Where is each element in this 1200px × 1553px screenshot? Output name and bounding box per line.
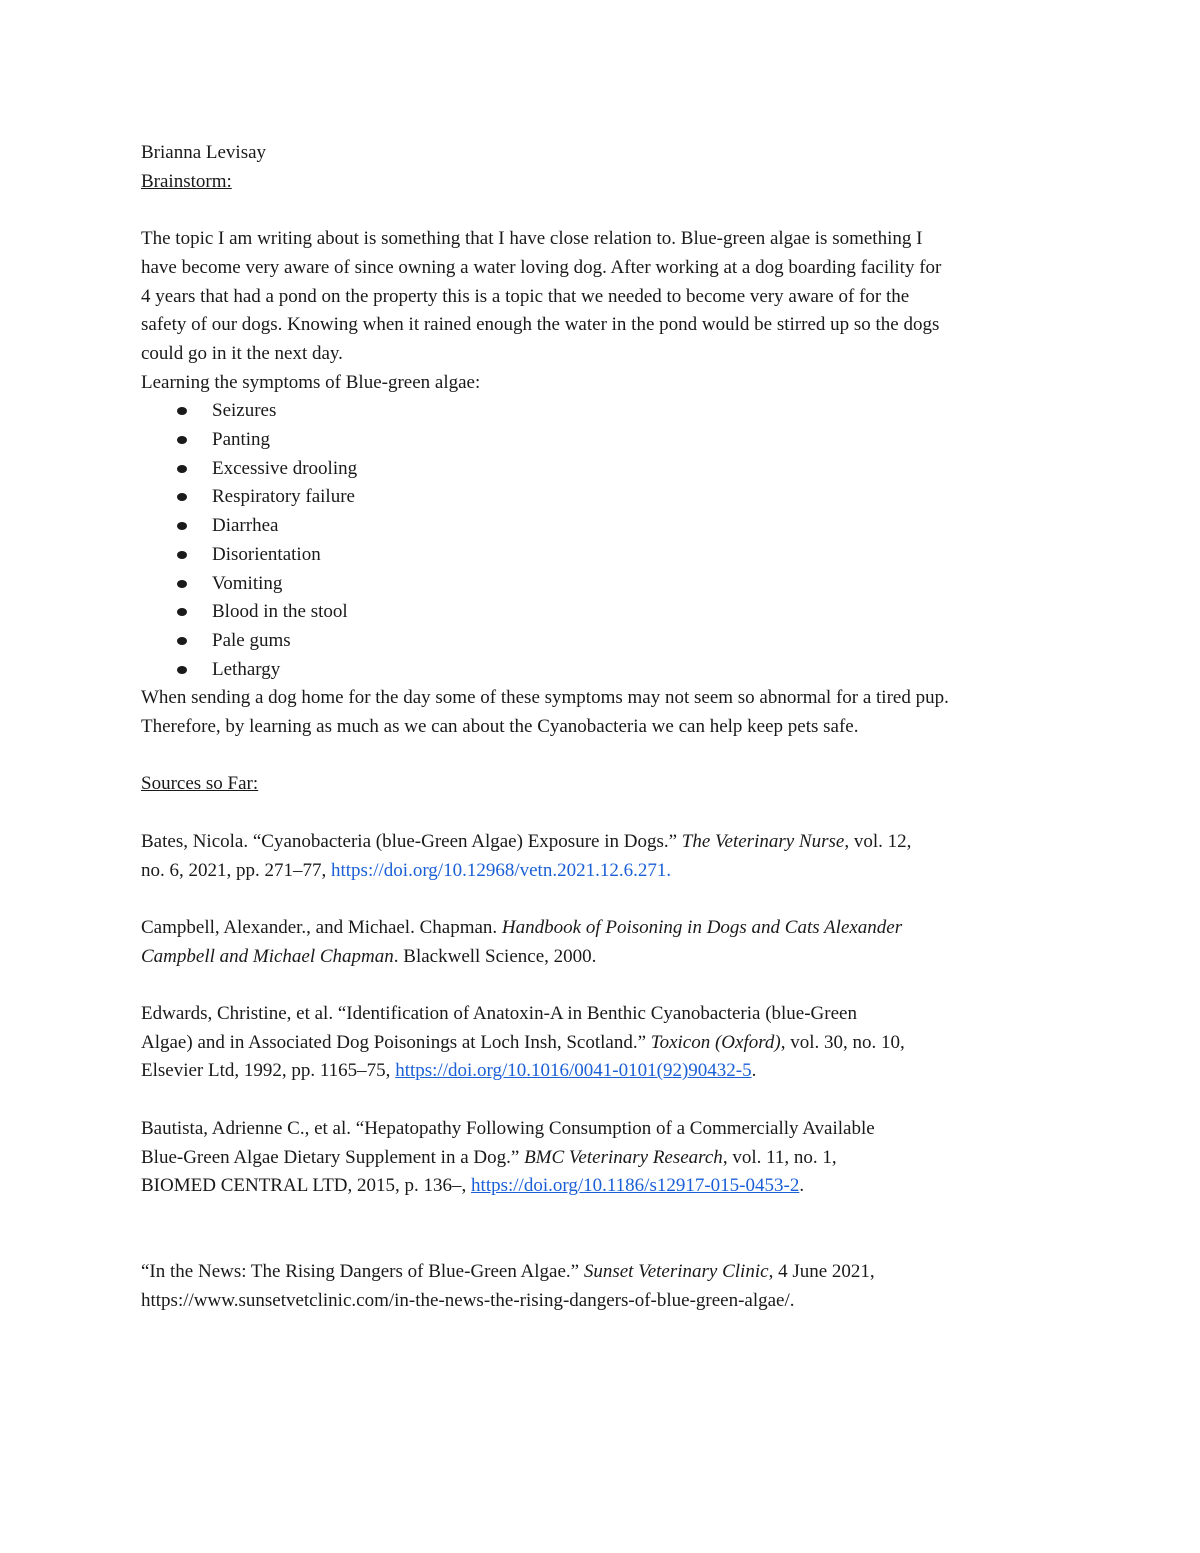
- paragraph-line: have become very aware of since owning a water loving dog. After working at a dog boarding facility for: [141, 256, 942, 278]
- citation-line: Bautista, Adrienne C., et al. “Hepatopathy Following Consumption of a Commercially Available: [141, 1117, 875, 1139]
- blank-line: [141, 799, 1066, 828]
- citation-text: no. 6, 2021, pp. 271–77,: [141, 859, 331, 881]
- citation-text: , 4 June 2021,: [768, 1261, 875, 1283]
- citation-line: [141, 857, 1066, 886]
- paragraph-line: The topic I am writing about is something that I have close relation to. Blue-green algae is something I: [141, 228, 923, 250]
- citation-text: .: [799, 1175, 805, 1197]
- list-item-label: Disorientation: [212, 543, 321, 565]
- book-title: Handbook of Poisoning in Dogs and Cats Alexander: [501, 916, 903, 938]
- list-item: [141, 627, 1066, 656]
- doi-link[interactable]: https://doi.org/10.1016/0041-0101(92)90432-5: [395, 1060, 752, 1082]
- bullet-icon: [177, 608, 187, 616]
- list-item-label: Lethargy: [212, 658, 281, 680]
- blank-line: [141, 196, 1066, 225]
- citation-line: [141, 914, 1066, 943]
- citation-text: BIOMED CENTRAL LTD, 2015, p. 136–,: [141, 1175, 472, 1197]
- brainstorm-heading: Brainstorm:: [141, 170, 232, 192]
- citation-line: [141, 1029, 1066, 1058]
- sources-heading: Sources so Far:: [141, 773, 259, 795]
- bullet-icon: [177, 407, 187, 415]
- citation-text: Blue-Green Algae Dietary Supplement in a Dog.”: [141, 1146, 525, 1168]
- list-item: [141, 455, 1066, 484]
- citation-sunset: [141, 1258, 1066, 1315]
- list-item-label: Seizures: [212, 400, 277, 422]
- paragraph-line: could go in it the next day.: [141, 342, 343, 364]
- list-item: [141, 397, 1066, 426]
- citation-text: .: [751, 1060, 757, 1082]
- doi-link[interactable]: https://doi.org/10.12968/vetn.2021.12.6.271.: [331, 859, 672, 881]
- list-item: [141, 541, 1066, 570]
- symptoms-list: [141, 397, 1066, 684]
- blank-line: [141, 1201, 1066, 1258]
- list-item-label: Vomiting: [212, 572, 283, 594]
- website-title: Sunset Veterinary Clinic: [583, 1261, 769, 1283]
- paragraph-line: 4 years that had a pond on the property this is a topic that we needed to become very aware of for the: [141, 285, 910, 307]
- citation-line: [141, 828, 1066, 857]
- list-item: [141, 656, 1066, 685]
- citation-text: Elsevier Ltd, 1992, pp. 1165–75,: [141, 1060, 396, 1082]
- list-item-label: Panting: [212, 429, 271, 451]
- symptoms-intro: Learning the symptoms of Blue-green algae:: [141, 371, 481, 393]
- bullet-icon: [177, 551, 187, 559]
- citation-text: , vol. 11, no. 1,: [722, 1146, 837, 1168]
- bullet-icon: [177, 580, 187, 588]
- book-title: Campbell and Michael Chapman: [141, 945, 394, 967]
- paragraph-line: safety of our dogs. Knowing when it rained enough the water in the pond would be stirred up so the dogs: [141, 314, 940, 336]
- list-item: [141, 570, 1066, 599]
- journal-title: Toxicon (Oxford): [650, 1031, 781, 1053]
- bullet-icon: [177, 493, 187, 501]
- paragraph-line: When sending a dog home for the day some of these symptoms may not seem so abnormal for a tired pup.: [141, 687, 949, 709]
- citation-text: , vol. 12,: [844, 830, 912, 852]
- list-item: [141, 598, 1066, 627]
- blank-line: [141, 971, 1066, 1000]
- citation-bates: [141, 828, 1066, 885]
- citation-text: “In the News: The Rising Dangers of Blue-Green Algae.”: [141, 1261, 584, 1283]
- document-page: [141, 139, 1066, 1316]
- list-item: [141, 483, 1066, 512]
- citation-bautista: [141, 1115, 1066, 1201]
- citation-text: Algae) and in Associated Dog Poisonings at Loch Insh, Scotland.”: [141, 1031, 651, 1053]
- list-item: [141, 426, 1066, 455]
- citation-line: [141, 943, 1066, 972]
- list-item-label: Blood in the stool: [212, 601, 348, 623]
- citation-line: [141, 1057, 1066, 1086]
- citation-line: [141, 1144, 1066, 1173]
- journal-title: BMC Veterinary Research: [524, 1146, 723, 1168]
- author-name: Brianna Levisay: [141, 142, 267, 163]
- list-item-label: Respiratory failure: [212, 486, 355, 508]
- bullet-icon: [177, 522, 187, 530]
- citation-text: . Blackwell Science, 2000.: [393, 945, 597, 967]
- citation-line: [141, 1172, 1066, 1201]
- blank-line: [141, 742, 1066, 771]
- bullet-icon: [177, 436, 187, 444]
- bullet-icon: [177, 637, 187, 645]
- citation-text: Bates, Nicola. “Cyanobacteria (blue-Green Algae) Exposure in Dogs.”: [141, 830, 682, 852]
- intro-paragraph: [141, 225, 1066, 369]
- citation-line: Edwards, Christine, et al. “Identification of Anatoxin-A in Benthic Cyanobacteria (blue-Green: [141, 1003, 857, 1025]
- citation-url[interactable]: https://www.sunsetvetclinic.com/in-the-news-the-rising-dangers-of-blue-green-algae/.: [141, 1290, 795, 1312]
- citation-text: Campbell, Alexander., and Michael. Chapman.: [141, 916, 502, 938]
- citation-line: [141, 1258, 1066, 1287]
- list-item-label: Diarrhea: [212, 515, 279, 537]
- blank-line: [141, 885, 1066, 914]
- bullet-icon: [177, 666, 187, 674]
- paragraph-line: Therefore, by learning as much as we can about the Cyanobacteria we can help keep pets safe.: [141, 716, 859, 738]
- list-item-label: Pale gums: [212, 629, 291, 651]
- blank-line: [141, 1086, 1066, 1115]
- list-item-label: Excessive drooling: [212, 457, 358, 479]
- list-item: [141, 512, 1066, 541]
- citation-text: , vol. 30, no. 10,: [780, 1031, 905, 1053]
- citation-campbell: [141, 914, 1066, 971]
- bullet-icon: [177, 465, 187, 473]
- doi-link[interactable]: https://doi.org/10.1186/s12917-015-0453-2: [471, 1175, 800, 1197]
- journal-title: The Veterinary Nurse: [681, 830, 845, 852]
- citation-edwards: [141, 1000, 1066, 1086]
- closing-paragraph: [141, 684, 1066, 741]
